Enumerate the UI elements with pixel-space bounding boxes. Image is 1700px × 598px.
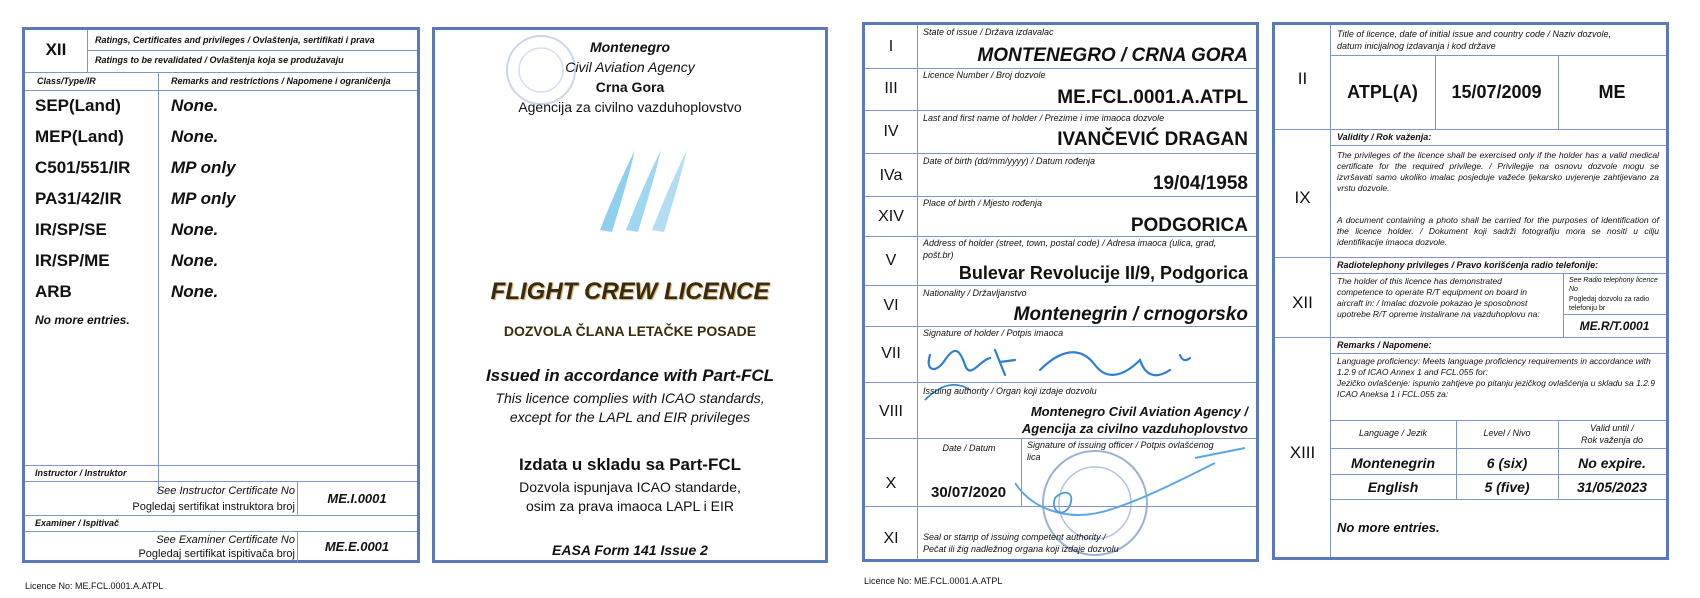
icao-compliance-local-line2: osim za prava imaoca LAPL i EIR	[525, 498, 734, 514]
ratings-title: Ratings, Certificates and privileges / Ovlaštenja, sertifikati i prava	[95, 35, 375, 45]
col-remarks-header: Remarks and restrictions / Napomene i ograničenja	[171, 76, 391, 86]
field-label: Signature of holder / Potpis imaoca	[923, 328, 1064, 338]
language-level: 6 (six)	[1486, 455, 1528, 471]
holder-address: Bulevar Revolucije II/9, Podgorica	[958, 263, 1248, 283]
licence-title-local: DOZVOLA ČLANA LETAČKE POSADE	[503, 323, 757, 339]
field-number: VI	[883, 297, 899, 314]
rating-type: C501/551/IR	[35, 158, 131, 177]
field-label: Nationality / Državljanstvo	[923, 288, 1027, 298]
issue-date: 30/07/2020	[931, 484, 1007, 501]
rating-type: SEP(Land)	[35, 96, 121, 115]
language-name: English	[1367, 479, 1419, 495]
rating-remark: MP only	[171, 158, 236, 177]
language-proficiency-text: Language proficiency: Meets language proficiency requirements in accordance with 1.2.9 of ICAO Annex 1 and FCL.055 for:	[1337, 356, 1651, 377]
col-valid-header-cont: Rok važenja do	[1580, 435, 1644, 445]
issuing-authority: Montenegro Civil Aviation Agency /	[1030, 404, 1248, 419]
field-number: VII	[881, 345, 901, 362]
field-label-cont: datum inicijalnog izdavanja i kod države	[1337, 41, 1496, 51]
form-number: EASA Form 141 Issue 2	[552, 542, 708, 558]
holder-name: IVANČEVIĆ DRAGAN	[1057, 129, 1248, 150]
licence-type: ATPL(A)	[1347, 82, 1418, 102]
field-label: Issuing authority / Organ koji izdaje dozvolu	[923, 386, 1097, 396]
field-label-cont: pošt.br)	[923, 250, 954, 260]
field-number: IV	[883, 123, 899, 140]
rating-type: MEP(Land)	[35, 127, 124, 146]
validity-text-photo: A document containing a photo shall be carried for the purposes of identification of the licence holder. / Dokument koji sadrži fotografiju mora se nositi u cilju identifikacije imaoca dozvole.	[1337, 215, 1659, 247]
rating-remark: None.	[171, 251, 219, 270]
licence-privileges-page	[1272, 22, 1669, 560]
radio-see-local: Pogledaj dozvolu za radio telefoniju br	[1569, 296, 1650, 312]
validity-label: Validity / Rok važenja:	[1337, 132, 1432, 142]
field-number: VIII	[878, 403, 903, 420]
examiner-label: Examiner / Ispitivač	[35, 518, 120, 528]
radio-see: See Radio telephony licence No	[1569, 277, 1658, 293]
icao-compliance-line2: except for the LAPL and EIR privileges	[509, 409, 751, 425]
icao-compliance-local-line1: Dozvola ispunjava ICAO standarde,	[519, 479, 741, 495]
field-label: Title of licence, date of initial issue and country code / Naziv dozvole,	[1337, 29, 1612, 39]
instructor-see: See Instructor Certificate No	[156, 485, 295, 497]
licence-title: FLIGHT CREW LICENCE	[490, 278, 770, 305]
no-more-entries: No more entries.	[35, 313, 130, 327]
examiner-see: See Examiner Certificate No	[156, 534, 295, 546]
issued-statement-local: Izdata u skladu sa Part-FCL	[519, 455, 741, 474]
examiner-see-local: Pogledaj sertifikat ispitivača broj	[138, 548, 295, 560]
seal-label: Seal or stamp of issuing competent authority /	[923, 532, 1106, 542]
place-of-birth: PODGORICA	[1130, 215, 1248, 236]
instructor-label: Instructor / Instruktor	[35, 468, 127, 478]
field-label: Last and first name of holder / Prezime i ime imaoca dozvole	[923, 113, 1165, 123]
initial-issue-date: 15/07/2009	[1451, 82, 1542, 102]
ratings-page	[22, 27, 420, 563]
agency-logo	[590, 135, 690, 240]
licence-footer: Licence No: ME.FCL.0001.A.ATPL	[25, 581, 164, 591]
field-number: I	[888, 38, 894, 55]
field-number: IVa	[879, 167, 903, 184]
country-name: Montenegro	[589, 39, 671, 55]
holder-details-page	[862, 22, 1259, 562]
field-label: State of issue / Država izdavalac	[923, 27, 1054, 37]
field-number: XIV	[878, 208, 904, 225]
field-number: XIII	[1289, 443, 1316, 462]
col-level-header: Level / Nivo	[1483, 428, 1531, 438]
rating-type: ARB	[35, 282, 72, 301]
field-number: XII	[1292, 293, 1313, 312]
field-number: XI	[883, 530, 899, 547]
rating-type: IR/SP/ME	[35, 251, 110, 270]
rating-remark: None.	[171, 220, 219, 239]
col-language-header: Language / Jezik	[1358, 428, 1428, 438]
rating-remark: None.	[171, 127, 219, 146]
country-name-local: Crna Gora	[595, 79, 665, 95]
radio-label: Radiotelephony privileges / Pravo korišćenja radio telefonije:	[1337, 260, 1599, 270]
instructor-see-local: Pogledaj sertifikat instruktora broj	[132, 501, 295, 513]
section-number: XII	[45, 40, 67, 59]
examiner-cert-number: ME.E.0001	[324, 539, 390, 554]
field-label: Date of birth (dd/mm/yyyy) / Datum rođenja	[923, 156, 1096, 166]
country-code: ME	[1598, 82, 1626, 102]
field-number: III	[884, 80, 898, 97]
remarks-label: Remarks / Napomene:	[1337, 340, 1432, 350]
language-name: Montenegrin	[1351, 455, 1435, 471]
issuing-authority-local: Agencija za civilno vazduhoplovstvo	[1021, 421, 1248, 436]
issued-statement: Issued in accordance with Part-FCL	[485, 366, 775, 385]
field-number: X	[885, 475, 897, 492]
seal-label-cont: Pečat ili žig nadležnog organa koji izdaje dozvolu	[923, 544, 1119, 554]
rating-remark: None.	[171, 96, 219, 115]
icao-compliance-line1: This licence complies with ICAO standards,	[495, 390, 765, 406]
col-valid-header: Valid until /	[1590, 423, 1634, 433]
field-number: II	[1297, 69, 1308, 88]
licence-number: ME.FCL.0001.A.ATPL	[1057, 87, 1248, 108]
nationality: Montenegrin / crnogorsko	[1013, 304, 1248, 325]
no-more-entries: No more entries.	[1337, 520, 1440, 535]
licence-footer: Licence No: ME.FCL.0001.A.ATPL	[864, 576, 1003, 586]
rating-type: PA31/42/IR	[35, 189, 122, 208]
cover-page	[432, 27, 828, 563]
state-of-issue: MONTENEGRO / CRNA GORA	[977, 45, 1248, 66]
rating-type: IR/SP/SE	[35, 220, 107, 239]
col-class-header: Class/Type/IR	[37, 76, 96, 86]
officer-signature-label: Signature of issuing officer / Potpis ovlašćenog	[1027, 440, 1214, 450]
validity-text-medical: The privileges of the licence shall be exercised only if the holder has a valid medical certificate for the required privilege. / Privilegije na osnovu dozvole mogu se izvršavati samo ukoliko imalac posjeduje važeće ljekarsko uvjerenje zahtijevano za vrstu dozvole.	[1337, 150, 1659, 193]
date-label: Date / Datum	[942, 443, 996, 453]
revalidate-title: Ratings to be revalidated / Ovlaštenja koja se produžavaju	[95, 55, 344, 65]
field-label: Licence Number / Broj dozvole	[923, 70, 1046, 80]
officer-signature-label-cont: lica	[1027, 452, 1041, 462]
language-level: 5 (five)	[1484, 479, 1530, 495]
field-number: IX	[1294, 188, 1311, 207]
field-label: Place of birth / Mjesto rođenja	[923, 198, 1043, 208]
language-valid-until: No expire.	[1578, 455, 1646, 471]
rating-remark: MP only	[171, 189, 236, 208]
agency-name: Civil Aviation Agency	[565, 59, 695, 75]
field-number: V	[885, 252, 897, 269]
radio-text: The holder of this licence has demonstrated competence to operate R/T equipment on board in aircraft in: / Imalac dozvole pokazao je sposobnost upotrebe R/T opreme instalirane na vazduhoplovu na:	[1337, 276, 1540, 319]
language-proficiency-text-local: Jezičko ovlašćenje: ispunio zahtjeve po pitanju jezičkog ovlašćenja u skladu sa 1.2.9 ICAO Aneksa 1 i FCL.055 za:	[1337, 378, 1655, 399]
radio-licence-number: ME.R/T.0001	[1579, 319, 1650, 333]
rating-remark: None.	[171, 282, 219, 301]
date-of-birth: 19/04/1958	[1152, 173, 1248, 194]
language-valid-until: 31/05/2023	[1576, 479, 1648, 495]
field-label: Address of holder (street, town, postal code) / Adresa imaoca (ulica, grad,	[923, 238, 1217, 248]
agency-name-local: Agencija za civilno vazduhoplovstvo	[518, 99, 742, 115]
instructor-cert-number: ME.I.0001	[327, 491, 387, 506]
